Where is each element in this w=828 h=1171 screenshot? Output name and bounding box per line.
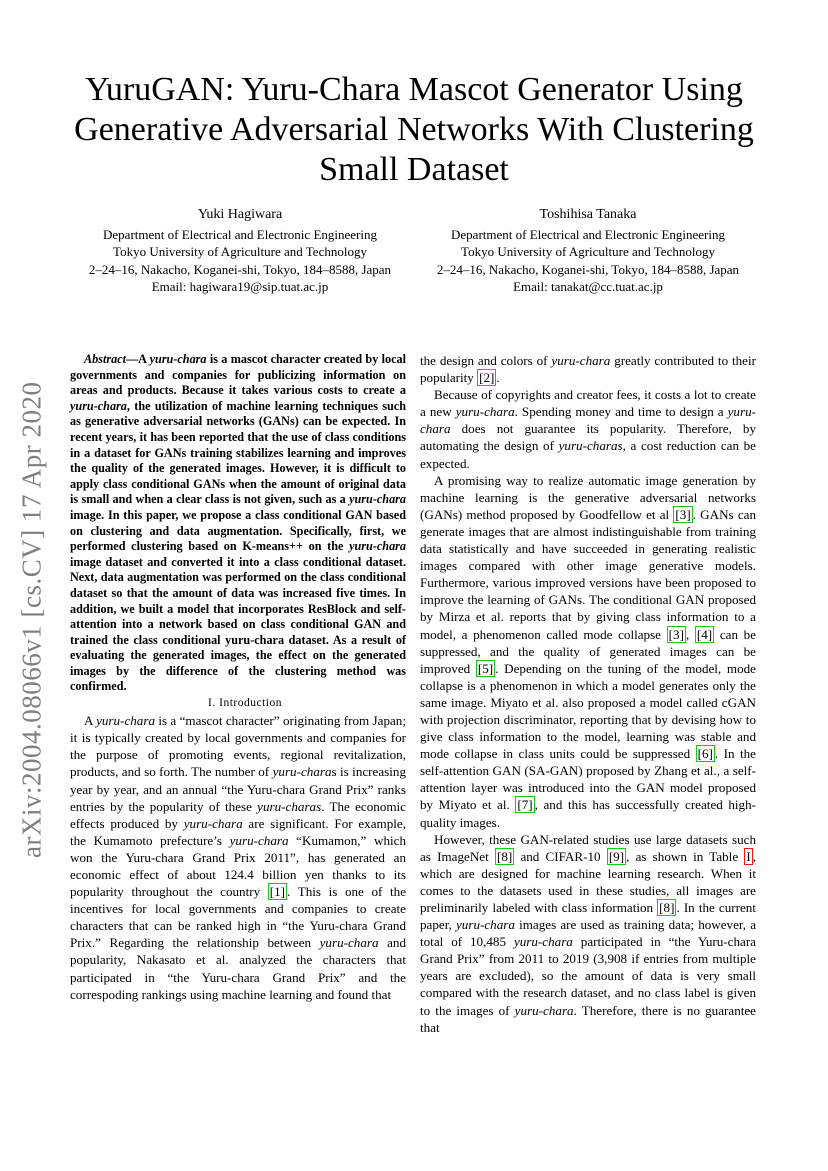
abstract-lead: Abstract [84,352,126,366]
body-text: , and this has successfully created high-quality images. [420,797,757,830]
author-email[interactable]: tanakat@cc.tuat.ac.jp [550,279,663,294]
body-text: . The economic effects produced by [70,798,406,831]
body-text: does not guarantee its popularity. Therefore, by automating the design of [420,421,756,454]
body-text: Because of copyrights and creator fees, it costs a lot to create a new [420,387,756,420]
author-university: Tokyo University of Agriculture and Technology [461,244,715,259]
body-text: A promising way to realize automatic image generation by machine learning is the generative adversarial networks (GANs) method proposed by Goodfellow et al [420,472,756,522]
body-text: images are used as training data; however, a total of 10,485 [420,917,756,950]
body-text: yuru-chara [272,764,332,780]
arxiv-identifier-stamp: arXiv:2004.08066v1 [cs.CV] 17 Apr 2020 [16,381,47,859]
citation-link[interactable]: [5] [477,660,494,676]
body-text: . This is one of the incentives for local governments and companies to create characters that can be ranked high in “the Yuru-chara Grand Prix.” Regarding the relationship between [70,884,406,951]
body-text: greatly contributed to their popularity [420,353,756,386]
body-text: yuru-charas [558,438,623,454]
author-address: 2–24–16, Nakacho, Koganei-shi, Tokyo, 184–8588, Japan [88,261,392,277]
body-text: . Spending money and time to design a [514,404,728,420]
author-email-line [70,278,410,296]
author-address: 2–24–16, Nakacho, Koganei-shi, Tokyo, 184–8588, Japan [436,261,740,277]
body-text: yuru-chara [319,935,379,951]
citation-link[interactable]: [9] [608,848,625,864]
abstract-text: yuru-chara [349,492,406,507]
body-text: can be suppressed, and the quality of generated images can be improved [420,626,757,676]
author-name: Yuki Hagiwara [197,207,283,222]
citation-link[interactable]: [3] [668,626,684,642]
body-text: “Kumamon,” which won the Yuru-chara Grand Prix 2011”, has generated an economic effect of about 124.4 billion yen thanks to its popularity throughout the country [70,832,406,900]
body-text: A [84,713,97,729]
citation-link[interactable]: [8] [659,900,675,915]
body-text: . In the current paper, [420,900,756,933]
abstract-text: —A [125,352,150,366]
body-text: . Depending on the tuning of the model, mode collapse is a phenomenon in which a model generates only the same image. Miyato et al. also proposed a model called cGAN with projection discriminator, reporting that by devising how to give class information to the model, learning was stable and mode collapse in class units could be suppressed [420,660,756,762]
body-text: yuru-chara [183,815,243,831]
body-text: , as shown in Table [626,848,745,864]
body-text: yuru-chara [420,404,756,437]
abstract-text: , the utilization of machine learning techniques such as generative adversarial networks (GANs) can be expected. In recent years, it has been reported that the use of class conditions in a dataset for GANs training stabilizes learning and improves the quality of the generated images. However, it is difficult to apply class conditional GANs when the amount of original data is small and when a clear class is not given, such as a [70,398,406,507]
body-paragraph [420,352,756,386]
citation-link[interactable]: [3] [675,506,691,522]
body-text: participated in “the Yuru-chara Grand Prix” from 2011 to 2019 (3,908 if entries from multiple years are excluded), so the amount of data is very small compared with the research dataset, and no class label is given to the images of [420,934,756,1018]
author-block-2 [418,206,758,296]
body-text: , [685,626,695,642]
body-paragraph [420,831,756,1036]
abstract-text: yuru-chara [70,398,127,413]
title-line-2: Generative Adversarial Networks With Clustering [74,111,754,148]
body-paragraph [420,472,756,831]
abstract-text: yuru-chara [349,539,406,554]
email-label: Email: [151,279,190,294]
author-department: Department of Electrical and Electronic Engineering [103,226,377,242]
body-text: and popularity, Nakasato et al. analyzed the characters that participated in “the Yuru-chara Grand Prix” and the correspoding rankings using machine learning and found that [70,935,406,1002]
body-text: is a “mascot character” originating from Japan; it is typically created by local governments and companies for the purpose of promoting events, regional revitalization, products, and so forth. The number of [70,713,406,780]
abstract [70,352,406,695]
abstract-text: image dataset and converted it into a class conditional dataset. Next, data augmentation was performed on the class conditional dataset so that the amount of data was increased five times. In addition, we built a model that incorporates ResBlock and self-attention into a network based on class conditional GAN and trained the class conditional yuru-chara dataset. As a result of evaluating the generated images, the effect on the generated images by the difference of the clustering method was confirmed. [70,554,406,694]
author-block-1 [70,206,410,296]
body-text: yuru-chara [96,713,155,729]
table-reference-link[interactable]: I [746,848,751,864]
body-text: yuru-chara [513,934,573,950]
body-text: s is increasing year by year, and an annual “the Yuru-chara Grand Prix” ranks entries by the popularity of these [70,764,406,814]
body-paragraph [420,386,756,471]
title-line-3: Small Dataset [319,151,509,188]
body-text: yuru-chara [229,832,289,848]
author-email-line [418,278,758,296]
body-text: yuru-charas [257,798,322,814]
citation-link[interactable]: [4] [696,626,713,642]
citation-link[interactable]: [2] [479,370,495,386]
body-text: . GANs can generate images that are almost indistinguishable from training data statistically and have succeeded in generating realistic images compared with other image generative models. Furthermore, various improved versions have been proposed to improve the learning of GANs. The conditional GAN proposed by Mirza et al. reports that by giving class information to a model, a phenomenon called mode collapse [420,506,756,642]
body-text: yuru-chara [456,917,515,933]
body-text: . In the self-attention GAN (SA-GAN) proposed by Zhang et al., a self-attention layer was introduced into the GAN model proposed by Miyato et al. [420,746,756,813]
body-text: yuru-chara [455,404,515,420]
body-text: . Therefore, there is no guarantee that [420,1002,756,1035]
body-text: yuru-chara [551,353,611,368]
body-text: and CIFAR-10 [514,848,607,864]
right-column [420,352,756,1036]
intro-paragraph [70,712,406,1003]
paper-title [60,70,768,190]
abstract-text: image. In this paper, we propose a class conditional GAN based on clustering and data augmentation. Specifically, first, we performed clustering based on K-means++ on the [70,507,406,554]
title-line-1: YuruGAN: Yuru-Chara Mascot Generator Using [85,71,743,108]
citation-link[interactable]: [8] [496,848,513,864]
section-heading: I. Introduction [208,697,282,710]
citation-link[interactable]: [7] [517,797,533,813]
left-column [70,352,406,1003]
body-text: , a cost reduction can be expected. [420,438,756,471]
body-text: However, these GAN-related studies use large datasets such as ImageNet [420,831,756,864]
author-department: Department of Electrical and Electronic Engineering [451,226,725,242]
author-email[interactable]: hagiwara19@sip.tuat.ac.jp [189,279,329,294]
body-text: the design and colors of [420,353,552,368]
abstract-text: is a mascot character created by local governments and companies for publicizing information on areas and products. Because it takes various costs to create a [70,352,406,398]
citation-link[interactable]: [1] [269,884,286,900]
email-label: Email: [513,279,551,294]
body-text: . [496,370,500,386]
body-text: yuru-chara [514,1002,574,1018]
citation-link[interactable]: [6] [697,746,713,762]
body-text: are significant. For example, the Kumamoto prefecture’s [70,815,406,848]
author-university: Tokyo University of Agriculture and Technology [113,244,367,259]
abstract-text: yuru-chara [149,352,207,366]
body-text: , which are designed for machine learning research. When it comes to the datasets used in these studies, all images are preliminarily labeled with class information [420,848,756,915]
author-name: Toshihisa Tanaka [539,207,637,222]
